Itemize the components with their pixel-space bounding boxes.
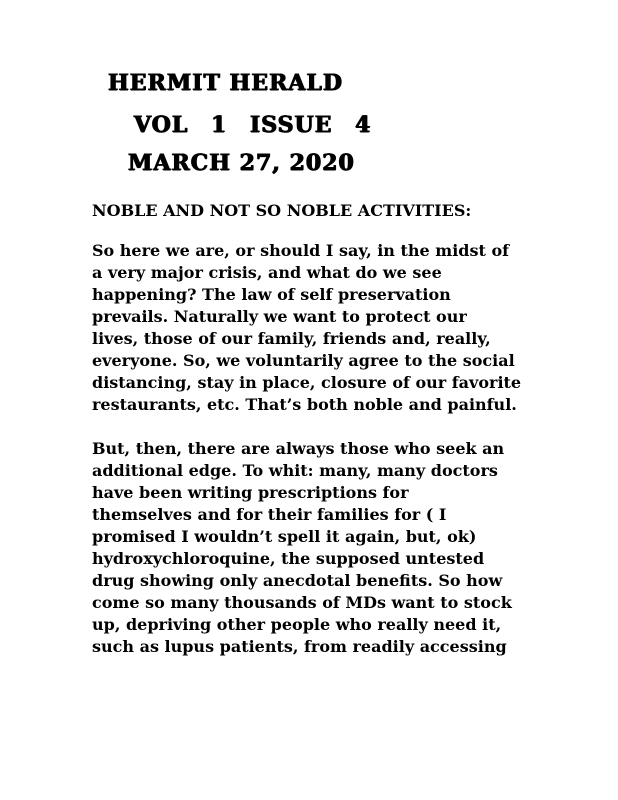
paragraph-line: But, then, there are always those who seek an — [92, 439, 505, 458]
masthead-issue: VOL 1 ISSUE 4 — [134, 112, 372, 138]
paragraph-line: So here we are, or should I say, in the midst of — [92, 241, 509, 260]
paragraph-1 — [92, 240, 532, 416]
paragraph-line: themselves and for their families for ( I — [92, 505, 447, 524]
paragraph-line: such as lupus patients, from readily accessing — [92, 637, 507, 656]
paragraph-line: hydroxychloroquine, the supposed untested — [92, 549, 485, 568]
paragraph-line: have been writing prescriptions for — [92, 483, 409, 502]
article-heading: NOBLE AND NOT SO NOBLE ACTIVITIES: — [92, 201, 472, 220]
paragraph-line: everyone. So, we voluntarily agree to the social — [92, 351, 515, 370]
paragraph-line: drug showing only anecdotal benefits. So how — [92, 571, 503, 590]
paragraph-line: prevails. Naturally we want to protect our — [92, 307, 467, 326]
paragraph-line: a very major crisis, and what do we see — [92, 263, 442, 282]
paragraph-2 — [92, 438, 532, 658]
paragraph-line: up, depriving other people who really need it, — [92, 615, 502, 634]
masthead-title: HERMIT HERALD — [108, 70, 343, 96]
paragraph-line: distancing, stay in place, closure of our favorite — [92, 373, 522, 392]
paragraph-line: promised I wouldn’t spell it again, but, ok) — [92, 527, 477, 546]
masthead-date: MARCH 27, 2020 — [128, 150, 355, 176]
paragraph-line: additional edge. To whit: many, many doctors — [92, 461, 498, 480]
paragraph-line: lives, those of our family, friends and, really, — [92, 329, 491, 348]
paragraph-line: come so many thousands of MDs want to stock — [92, 593, 512, 612]
paragraph-line: happening? The law of self preservation — [92, 285, 451, 304]
paragraph-line: restaurants, etc. That’s both noble and painful. — [92, 395, 517, 414]
